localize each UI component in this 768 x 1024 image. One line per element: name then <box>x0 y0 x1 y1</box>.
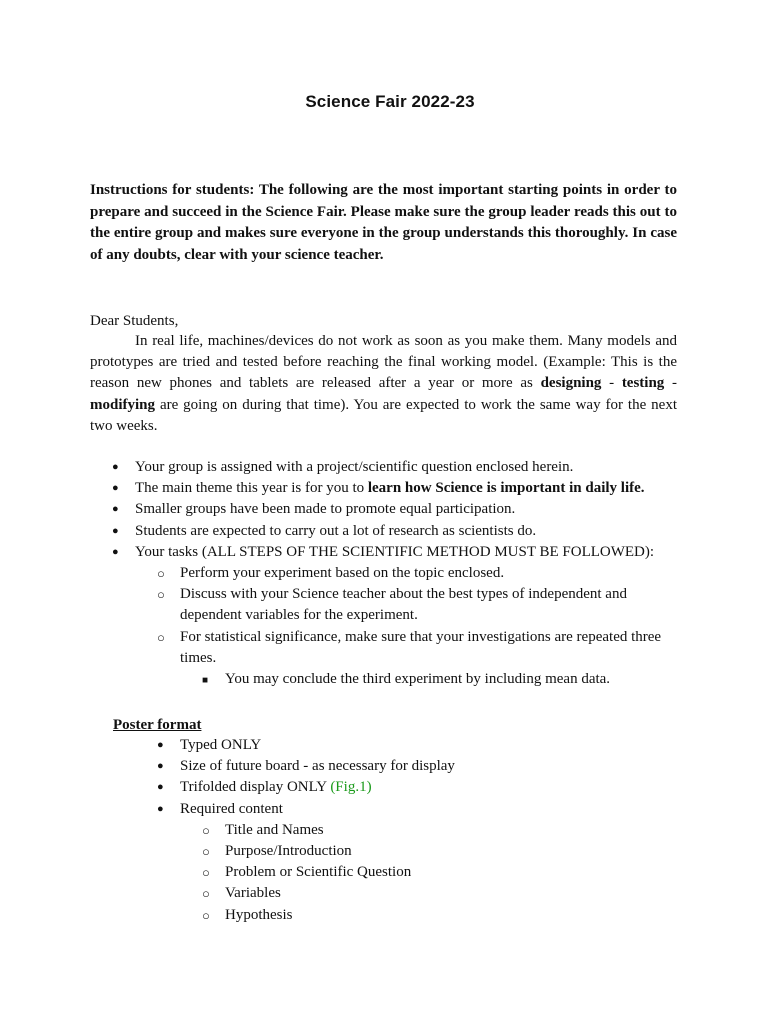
list-item <box>225 883 680 904</box>
poster-item-text: Typed ONLY <box>180 737 262 753</box>
content-item-text: Problem or Scientific Question <box>225 864 412 881</box>
task-text: For statistical significance, make sure that your investigations are repeated three times. <box>180 628 662 666</box>
task-text: Discuss with your Science teacher about the best types of independent and dependent variables for the experiment. <box>180 586 627 624</box>
task-sub-text: You may conclude the third experiment by including mean data. <box>225 671 611 688</box>
intro-separator-1: - <box>601 375 622 392</box>
content-item-text: Title and Names <box>225 821 324 838</box>
poster-item-text: Trifolded display ONLY <box>180 779 331 796</box>
list-item <box>225 905 680 926</box>
poster-format-list <box>180 735 680 926</box>
list-item <box>180 563 680 584</box>
intro-separator-2: - <box>664 375 677 392</box>
intro-bold-modifying: modifying <box>90 396 156 413</box>
content-item-text: Purpose/Introduction <box>225 843 352 860</box>
page-title: Science Fair 2022-23 <box>305 92 475 111</box>
list-item <box>135 521 680 542</box>
bullet-text: The main theme this year is for you to <box>135 480 368 497</box>
list-item <box>135 499 680 520</box>
figure-reference: (Fig.1) <box>330 779 372 796</box>
task-sub-list <box>225 669 680 690</box>
salutation: Dear Students, <box>90 313 179 329</box>
list-item <box>180 735 680 756</box>
list-item <box>225 669 680 690</box>
intro-bold-testing: testing <box>621 375 665 392</box>
bullet-text: Your tasks (ALL STEPS OF THE SCIENTIFIC METHOD MUST BE FOLLOWED): <box>135 543 655 560</box>
intro-bold-designing: designing <box>540 375 602 392</box>
poster-item-text: Size of future board - as necessary for display <box>180 758 455 775</box>
required-content-list <box>225 820 680 926</box>
intro-text-2: are going on during that time). You are expected to work the same way for the next two weeks. <box>90 396 677 434</box>
list-item <box>135 542 680 690</box>
list-item <box>225 862 680 883</box>
list-item <box>180 584 680 626</box>
poster-item-text: Required content <box>180 800 283 817</box>
task-text: Perform your experiment based on the topic enclosed. <box>180 565 505 582</box>
list-item <box>225 841 680 862</box>
list-item <box>180 799 680 926</box>
list-item <box>225 820 680 841</box>
instructions-paragraph: Instructions for students: The following are the most important starting points in order to prepare and succeed in the Science Fair. Please make sure the group leader reads this out to the entire group and makes sure everyone in the group understands this thoroughly. In case of any doubts, clear with your science teacher. <box>90 182 677 263</box>
list-item <box>135 478 680 499</box>
list-item <box>180 777 680 798</box>
content-item-text: Variables <box>225 885 281 902</box>
bullet-text: Students are expected to carry out a lot of research as scientists do. <box>135 522 537 539</box>
intro-paragraph <box>90 331 677 437</box>
tasks-list <box>180 563 680 690</box>
content-item-text: Hypothesis <box>225 906 293 923</box>
poster-format-heading: Poster format <box>113 717 202 733</box>
list-item <box>180 756 680 777</box>
bullet-bold-text: learn how Science is important in daily life. <box>367 480 645 497</box>
main-bullet-list <box>135 457 680 690</box>
list-item <box>180 627 680 691</box>
bullet-text: Smaller groups have been made to promote equal participation. <box>135 501 516 518</box>
intro-text-1: In real life, machines/devices do not work as soon as you make them. Many models and prototypes are tried and tested before reaching the final working model. (Example: This is the reason new phones and tablets are released after a year or more as <box>90 333 677 392</box>
bullet-text: Your group is assigned with a project/scientific question enclosed herein. <box>135 459 574 475</box>
list-item <box>135 457 680 478</box>
